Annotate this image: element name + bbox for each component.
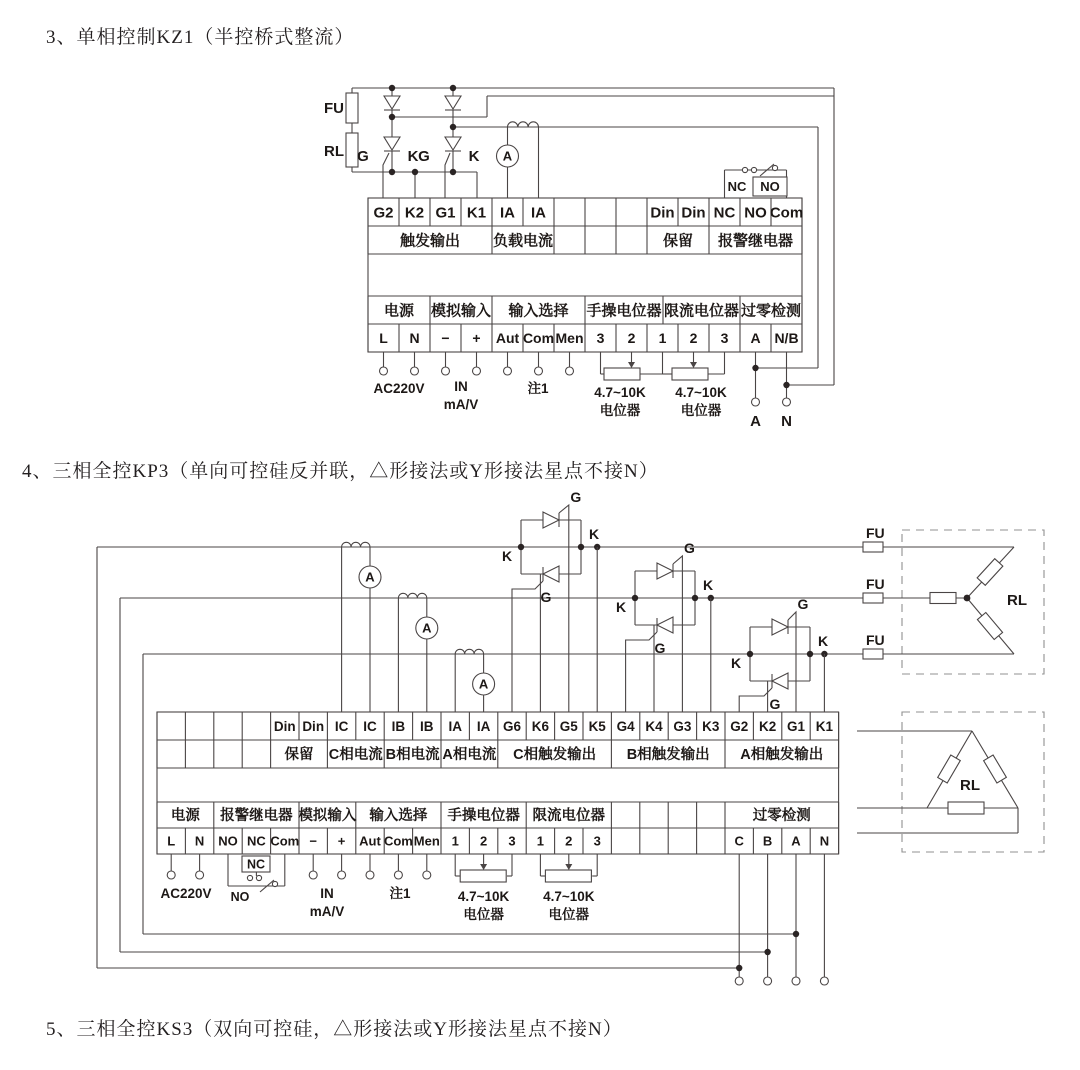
group-label: C相电流 (328, 747, 383, 764)
group-label: 触发输出 (399, 232, 461, 250)
terminal-label: L (167, 833, 176, 849)
thyristor-pair (616, 540, 714, 712)
fuse-label: FU (866, 525, 885, 541)
kp3-load-delta (857, 712, 1044, 852)
terminal-label: G2 (730, 718, 749, 734)
kp3-load-star (883, 530, 1044, 674)
gate-label: G (769, 696, 781, 712)
terminal-label: G1 (435, 204, 456, 222)
relay-no-label: NO (760, 179, 780, 194)
ammeter-icon: A (502, 148, 513, 164)
pot-symbol (460, 870, 506, 882)
terminal-label: 3 (508, 833, 516, 849)
terminal-label: IB (420, 718, 434, 734)
section-4-title: 4、三相全控KP3（单向可控硅反并联，△形接法或Y形接法星点不接N） (22, 461, 659, 482)
terminal-label: L (379, 330, 388, 347)
analog-in-label: IN (320, 886, 334, 901)
terminal-label: 3 (593, 833, 601, 849)
cathode-label: K (702, 577, 714, 593)
resistor (930, 593, 956, 604)
kp3-relay (228, 854, 285, 904)
terminal-label: Aut (495, 330, 520, 347)
terminal-label: NO (744, 204, 767, 222)
terminal-label: NC (247, 833, 266, 849)
group-label: 模拟输入 (298, 808, 357, 825)
terminal-label: Com (769, 204, 804, 222)
terminal-label: − (441, 330, 450, 347)
terminal-label: 3 (720, 330, 729, 347)
cathode-label: K (501, 548, 513, 564)
group-label: 限流电位器 (532, 808, 606, 825)
pot-value-label: 4.7~10K (675, 385, 727, 400)
terminal-label: IC (334, 718, 349, 734)
terminal-label: G2 (373, 204, 394, 222)
terminal-label: Com (383, 833, 413, 849)
group-label: B相触发输出 (626, 747, 710, 764)
group-label: A相电流 (442, 747, 497, 764)
group-label: 手操电位器 (586, 302, 662, 320)
section-3-title: 3、单相控制KZ1（半控桥式整流） (46, 27, 355, 48)
group-label: 保留 (662, 232, 694, 250)
fuse-label: FU (324, 100, 344, 117)
terminal-label: Aut (359, 833, 381, 849)
cathode-label: K (407, 148, 419, 165)
resistor (984, 755, 1007, 783)
kz1-bottom-notes (373, 352, 791, 430)
terminal-label: Din (273, 718, 296, 734)
terminal-label: G4 (616, 718, 635, 734)
kp3-fuses (863, 525, 885, 659)
group-label: 电源 (170, 808, 200, 825)
resistor (977, 559, 1003, 586)
terminal-label: 2 (479, 833, 488, 849)
terminal-label: B (762, 833, 773, 849)
gate-label: G (540, 589, 552, 605)
relay-nc-label: NC (246, 857, 266, 872)
terminal-label: IB (391, 718, 406, 734)
terminal-label: 2 (565, 833, 573, 849)
neutral-label: N (781, 413, 792, 430)
pot-name-label: 电位器 (680, 403, 722, 418)
group-label: 负载电流 (492, 232, 554, 250)
analog-in-label: IN (454, 379, 468, 394)
terminal-label: K5 (588, 718, 606, 734)
relay-nc-label: NC (727, 179, 747, 194)
gate-label: G (570, 489, 582, 505)
terminal-label: A (750, 330, 761, 347)
pot-name-label: 电位器 (463, 907, 504, 922)
analog-unit-label: mA/V (443, 397, 479, 412)
terminal-label: K1 (815, 718, 834, 734)
terminal-label: N (194, 833, 205, 849)
kz1-relay (725, 164, 788, 198)
resistor (977, 613, 1002, 640)
terminal-label: N (409, 330, 420, 347)
load-label: RL (1007, 592, 1027, 609)
terminal-label: A (791, 833, 801, 849)
terminal-label: Din (681, 204, 706, 222)
terminal-label: Din (650, 204, 675, 222)
gate-label: G (683, 540, 695, 556)
ac-supply-label: AC220V (373, 381, 425, 396)
ammeter-icon: A (365, 569, 375, 585)
group-label: 过零检测 (740, 302, 802, 320)
fuse-label: FU (866, 576, 885, 592)
terminal-label: 1 (451, 833, 459, 849)
terminal-label: Com (270, 833, 300, 849)
terminal-label: K6 (531, 718, 550, 734)
terminal-label: G3 (673, 718, 692, 734)
terminal-label: IA (448, 718, 462, 734)
group-label: 手操电位器 (447, 808, 520, 825)
analog-unit-label: mA/V (309, 904, 345, 919)
terminal-label: 2 (689, 330, 698, 347)
terminal-label: K4 (645, 718, 663, 734)
kz1-terminal-block (368, 198, 803, 352)
terminal-label: N/B (774, 330, 799, 347)
terminal-label: C (734, 833, 744, 849)
resistor (938, 755, 961, 783)
group-label: 报警继电器 (220, 808, 293, 825)
terminal-label: 1 (658, 330, 667, 347)
terminal-label: K2 (758, 718, 777, 734)
kz1-circuit (324, 85, 834, 430)
terminal-label: + (472, 330, 481, 347)
group-label: C相触发输出 (513, 747, 597, 764)
fuse-symbol (346, 93, 358, 123)
kp3-circuit (97, 489, 1044, 985)
terminal-label: K2 (404, 204, 425, 222)
kp3-terminal-block (157, 712, 839, 854)
pot-symbol (545, 870, 591, 882)
terminal-label: IC (363, 718, 377, 734)
pot-value-label: 4.7~10K (594, 385, 646, 400)
terminal-label: G1 (786, 718, 806, 734)
terminal-label: 2 (627, 330, 636, 347)
pot-symbol (604, 368, 640, 380)
load-label: RL (324, 143, 344, 160)
group-label: A相触发输出 (740, 747, 824, 764)
terminal-label: 1 (536, 833, 545, 849)
gate-label: G (418, 148, 430, 165)
pot-symbol (672, 368, 708, 380)
terminal-label: N (819, 833, 830, 849)
cathode-label: K (615, 599, 627, 615)
group-label: B相电流 (385, 747, 440, 764)
pot-name-label: 电位器 (548, 907, 590, 922)
pot-name-label: 电位器 (599, 403, 641, 418)
resistor (948, 802, 984, 814)
fuse-symbol (863, 593, 883, 603)
phase-a-label: A (750, 413, 761, 430)
note1-label: 注1 (389, 886, 411, 901)
load-label: RL (960, 777, 980, 794)
terminal-label: G6 (502, 718, 522, 734)
group-label: 输入选择 (508, 302, 569, 320)
pot-value-label: 4.7~10K (457, 889, 510, 904)
cathode-label: K (588, 526, 600, 542)
terminal-label: − (309, 833, 317, 849)
group-label: 输入选择 (369, 808, 428, 825)
gate-label: G (797, 596, 809, 612)
group-label: 模拟输入 (430, 302, 492, 320)
terminal-label: G5 (559, 718, 578, 734)
terminal-label: 3 (596, 330, 605, 347)
group-label: 电源 (383, 302, 415, 320)
terminal-label: Din (302, 718, 325, 734)
terminal-label: Men (413, 833, 440, 849)
ac-supply-label: AC220V (160, 886, 212, 901)
kp3-bottom-notes (160, 854, 597, 922)
terminal-label: K3 (702, 718, 720, 734)
thyristor-pair (502, 489, 600, 712)
ammeter-icon: A (478, 676, 489, 692)
note1-label: 注1 (527, 381, 549, 396)
terminal-label: IA (500, 204, 515, 222)
gate-label: G (357, 148, 369, 165)
terminal-label: Com (522, 330, 555, 347)
relay-no-label: NO (230, 890, 250, 904)
gate-label: G (654, 640, 666, 656)
pot-value-label: 4.7~10K (543, 889, 595, 904)
ammeter-icon: A (422, 620, 432, 636)
terminal-label: IA (531, 204, 546, 222)
cathode-label: K (817, 633, 829, 649)
group-label: 保留 (284, 747, 314, 764)
terminal-label: K1 (466, 204, 487, 222)
fuse-symbol (863, 542, 883, 552)
terminal-label: IA (476, 718, 491, 734)
fuse-label: FU (866, 632, 885, 648)
section-5-title: 5、三相全控KS3（双向可控硅，△形接法或Y形接法星点不接N） (46, 1019, 623, 1040)
terminal-label: + (337, 833, 346, 849)
cathode-label: K (730, 655, 742, 671)
group-label: 过零检测 (752, 808, 811, 825)
group-label: 限流电位器 (663, 302, 740, 320)
fuse-symbol (863, 649, 883, 659)
kp3-zero-cross (735, 854, 828, 985)
terminal-label: Men (555, 330, 584, 347)
terminal-label: NC (713, 204, 736, 222)
group-label: 报警继电器 (717, 232, 794, 250)
cathode-label: K (468, 148, 480, 165)
terminal-label: NO (218, 833, 238, 849)
